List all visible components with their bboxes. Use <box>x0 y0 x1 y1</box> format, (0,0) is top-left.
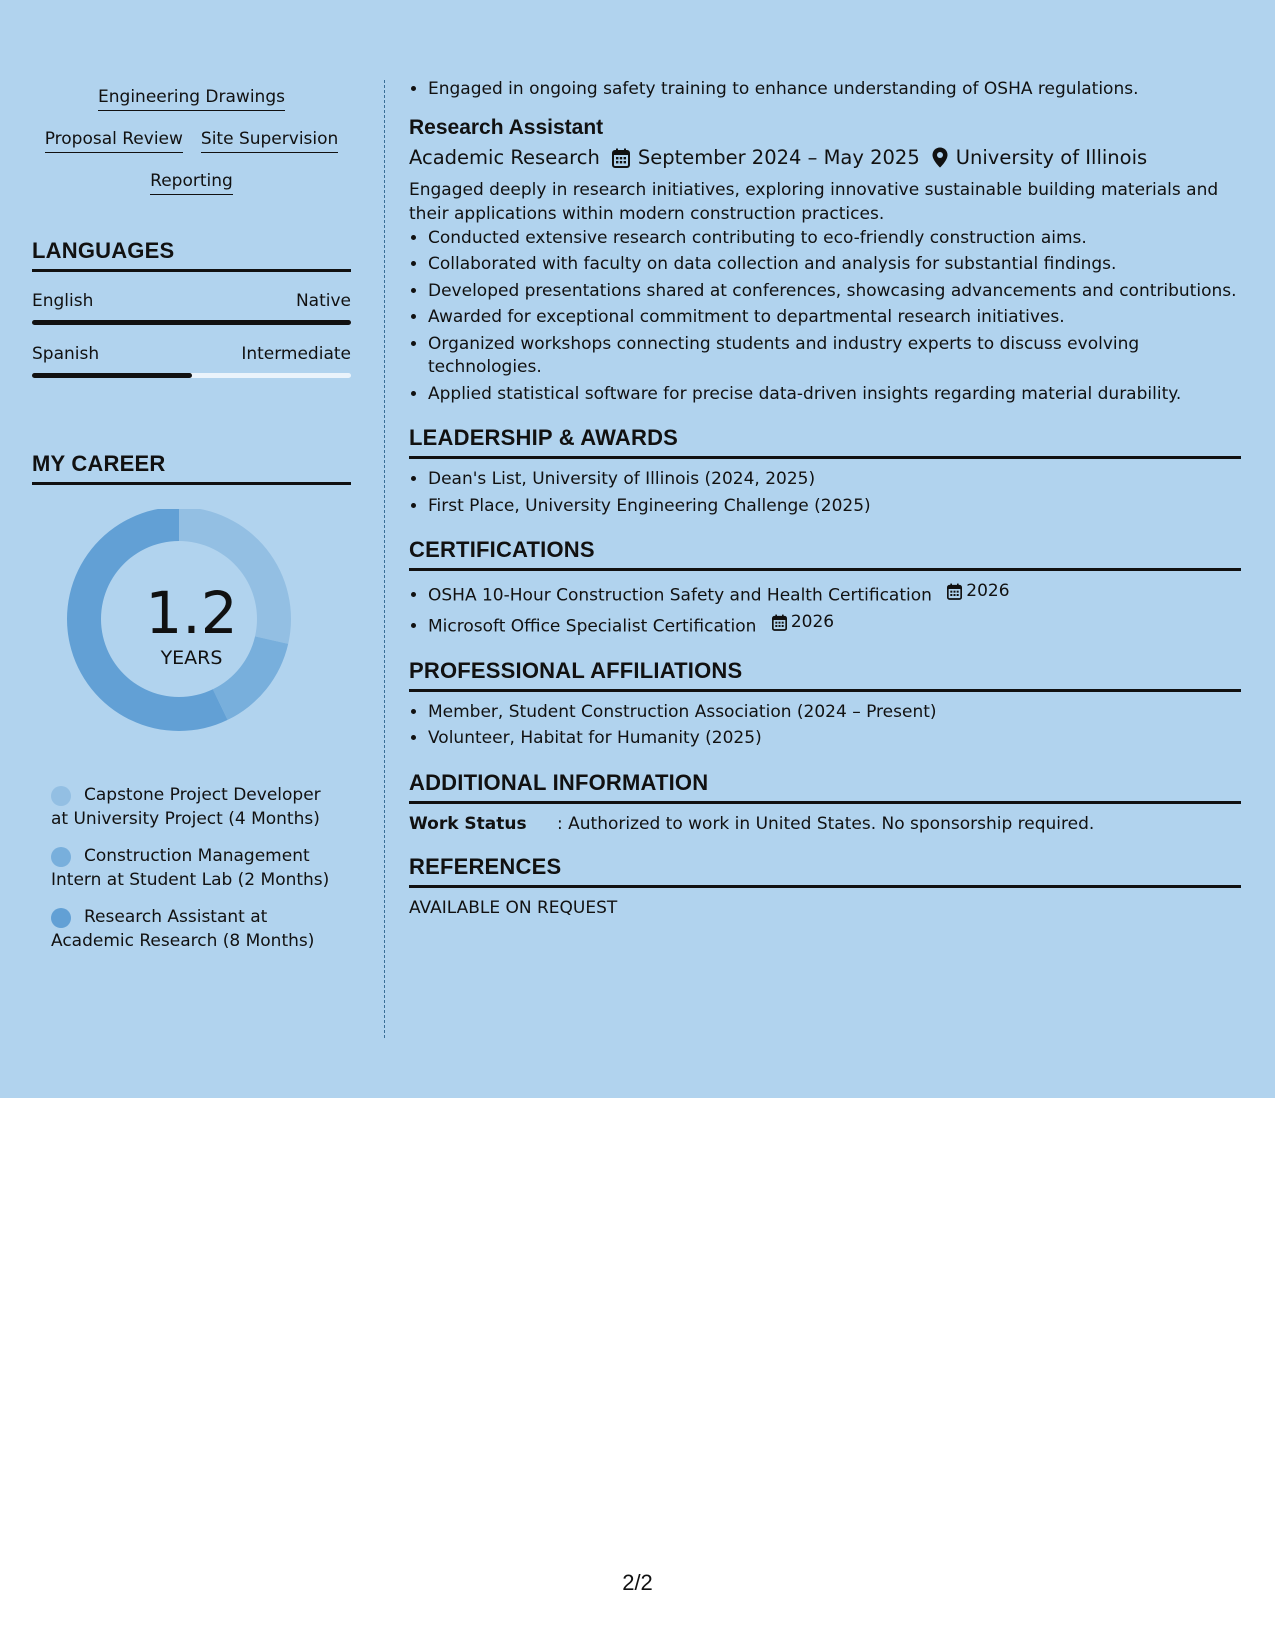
legend-item <box>51 905 341 953</box>
job-company: Academic Research <box>409 145 600 169</box>
section-title: CERTIFICATIONS <box>409 536 1241 571</box>
section-title: LANGUAGES <box>32 237 351 272</box>
language-bar <box>32 320 351 325</box>
legend-item <box>51 844 341 892</box>
career-total-value: 1.2 <box>145 579 238 647</box>
certifications-section <box>409 536 1241 639</box>
left-column <box>32 86 351 966</box>
job-location: University of Illinois <box>955 145 1148 169</box>
legend-label: Construction Management Intern at Student Lab (2 Months) <box>51 846 330 890</box>
calendar-icon <box>612 148 630 168</box>
job-title: Research Assistant <box>409 115 604 139</box>
legend-item <box>51 783 341 831</box>
experience-bullets-continued <box>409 78 1241 102</box>
calendar-icon <box>772 614 787 631</box>
bullet-item: • Organized workshops connecting students and industry experts to discuss evolving technologies. <box>428 333 1241 380</box>
info-label: Work Status <box>409 813 527 834</box>
certification-name: OSHA 10-Hour Construction Safety and Health Certification <box>428 585 932 606</box>
skill-tag: Site Supervision <box>201 128 338 153</box>
page-number: 2/2 <box>622 1570 653 1595</box>
bullet-item: • Dean's List, University of Illinois (2024, 2025) <box>428 468 1241 492</box>
skill-tag: Proposal Review <box>45 128 183 153</box>
legend-dot <box>51 908 71 928</box>
section-title: MY CAREER <box>32 450 351 485</box>
bullet-item: • Awarded for exceptional commitment to departmental research initiatives. <box>428 306 1241 330</box>
language-bar-fill <box>32 320 351 325</box>
section-title: LEADERSHIP & AWARDS <box>409 424 1241 459</box>
skill-tag: Reporting <box>150 170 233 195</box>
right-column <box>409 78 1241 919</box>
language-bar-fill <box>32 373 192 378</box>
certification-year: 2026 <box>790 611 835 632</box>
bullet-item: • Volunteer, Habitat for Humanity (2025) <box>428 727 1241 751</box>
info-value: : Authorized to work in United States. No sponsorship required. <box>557 813 1095 834</box>
language-name: Spanish <box>32 344 100 364</box>
bullet-item: • First Place, University Engineering Challenge (2025) <box>428 495 1241 519</box>
additional-info-section <box>409 769 1241 835</box>
section-title: REFERENCES <box>409 853 1241 888</box>
bullet-item: • Conducted extensive research contributing to eco-friendly construction aims. <box>428 227 1241 251</box>
language-name: English <box>32 291 94 311</box>
affiliations-section <box>409 657 1241 751</box>
languages-section <box>32 237 351 378</box>
bullet-item: • Developed presentations shared at conferences, showcasing advancements and contributions. <box>428 280 1241 304</box>
references-text: AVAILABLE ON REQUEST <box>409 897 618 918</box>
bullet-item: • Collaborated with faculty on data collection and analysis for substantial findings. <box>428 253 1241 277</box>
certification-item <box>428 580 1241 608</box>
legend-dot <box>51 786 71 806</box>
leadership-section <box>409 424 1241 518</box>
legend-label: Capstone Project Developer at University Project (4 Months) <box>51 785 321 829</box>
legend-label: Research Assistant at Academic Research (8 Months) <box>51 907 315 951</box>
section-title: PROFESSIONAL AFFILIATIONS <box>409 657 1241 692</box>
certification-name: Microsoft Office Specialist Certification <box>428 616 757 636</box>
certification-item <box>428 611 1241 639</box>
bullet-item: • Member, Student Construction Association (2024 – Present) <box>428 701 1241 725</box>
language-item <box>32 343 351 378</box>
bullet-item: • Applied statistical software for precise data-driven insights regarding material durability. <box>428 383 1241 407</box>
career-section <box>32 450 351 953</box>
skill-tag: Engineering Drawings <box>98 86 285 111</box>
section-title: ADDITIONAL INFORMATION <box>409 769 1241 804</box>
career-legend <box>32 783 341 953</box>
language-item <box>32 290 351 325</box>
language-level: Intermediate <box>241 344 351 364</box>
career-total-unit: YEARS <box>160 647 223 669</box>
job-dates: September 2024 – May 2025 <box>637 145 920 169</box>
column-divider <box>384 80 385 1038</box>
job-meta <box>409 145 1241 171</box>
career-donut-chart <box>32 509 351 769</box>
language-bar <box>32 373 351 378</box>
references-section <box>409 853 1241 919</box>
map-pin-icon <box>932 147 948 168</box>
language-level: Native <box>295 291 351 311</box>
bullet-item: • Engaged in ongoing safety training to enhance understanding of OSHA regulations. <box>428 78 1241 102</box>
job-description: Engaged deeply in research initiatives, exploring innovative sustainable building materials and their applications within modern construction practices. <box>409 179 1219 224</box>
legend-dot <box>51 847 71 867</box>
certification-year: 2026 <box>966 581 1010 601</box>
job-bullets <box>409 227 1241 407</box>
skills-list <box>32 86 351 195</box>
calendar-icon <box>947 583 962 600</box>
